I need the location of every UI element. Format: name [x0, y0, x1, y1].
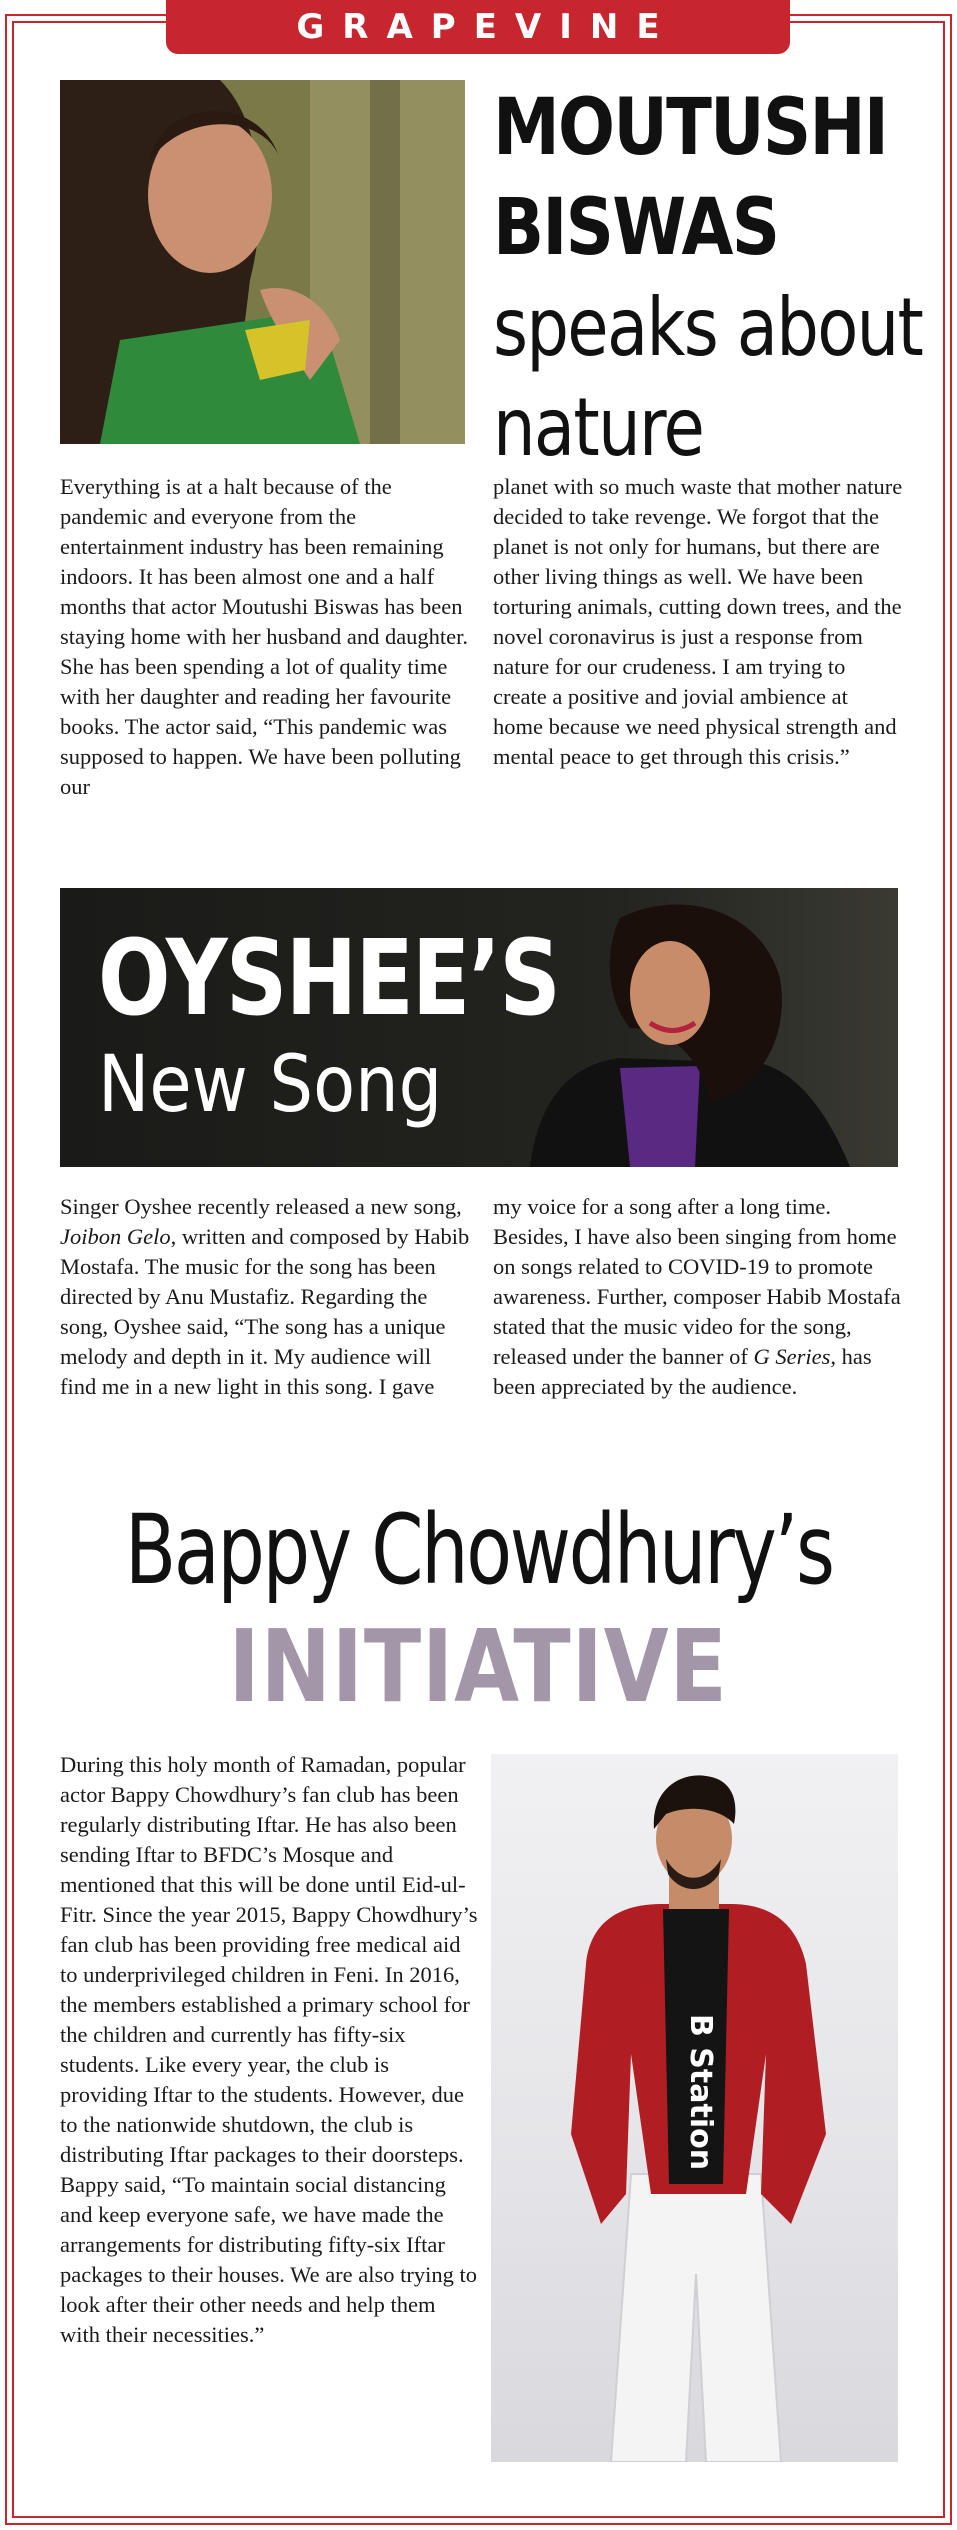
- bappy-headline: [0, 1490, 957, 1610]
- headline-line: MOUTUSHI: [493, 83, 888, 173]
- paragraph: planet with so much waste that mother nature decided to take revenge. We forgot that the planet is not only for humans, but there are other living things as well. We have been torturing animals, cutting down trees, and the novel coronavirus is just a response from nature for our crudeness. I am trying to create a positive and jovial ambience at home because we need physical strength and mental peace to get through this crisis.”: [493, 474, 903, 769]
- headline-line: INITIATIVE: [228, 1608, 729, 1725]
- bappy-body: [60, 1750, 480, 2350]
- text-span: Singer Oyshee recently released a new song,: [60, 1194, 462, 1219]
- oyshee-banner: [60, 888, 898, 1167]
- text-span: , has been appreciated by the audience.: [493, 1344, 872, 1399]
- oyshee-body-left: [60, 1192, 470, 1402]
- moutushi-headline: [493, 78, 923, 478]
- headline-line: BISWAS: [493, 183, 779, 273]
- paragraph: [60, 1192, 470, 1402]
- headline-line: Bappy Chowdhury’s: [124, 1494, 833, 1606]
- section-masthead: [166, 0, 790, 54]
- paragraph: During this holy month of Ramadan, popular actor Bappy Chowdhury’s fan club has been regularly distributing Iftar. He has also been sending Iftar to BFDC’s Mosque and mentioned that this will be done until Eid-ul-Fitr. Since the year 2015, Bappy Chowdhury’s fan club has been providing free medical aid to underprivileged children in Feni. In 2016, the members established a primary school for the children and currently has fifty-six students. Like every year, the club is providing Iftar to the students. However, due to the nationwide shutdown, the club is distributing Iftar packages to their doorsteps. Bappy said, “To maintain social distancing and keep everyone safe, we have made the arrangements for distributing fifty-six Iftar packages to their houses. We are also trying to look after their other needs and help them with their necessities.”: [60, 1752, 478, 2347]
- moutushi-body-left: [60, 472, 470, 802]
- label-name: G Series: [753, 1344, 831, 1369]
- text-span: my voice for a song after a long time. Besides, I have also been singing from home on songs related to COVID-19 to promote awareness. Further, composer Habib Mostafa stated that the music video for the song, released under the banner of: [493, 1194, 901, 1369]
- headline-line: speaks about: [493, 281, 923, 374]
- moutushi-photo: [60, 80, 465, 444]
- song-title: Joibon Gelo: [60, 1224, 171, 1249]
- oyshee-body-right: [493, 1192, 903, 1402]
- moutushi-body-right: [493, 472, 903, 772]
- oyshee-banner-title: OYSHEE’S: [98, 917, 560, 1039]
- paragraph: Everything is at a halt because of the pandemic and everyone from the entertainment industry has been remaining indoors. It has been almost one and a half months that actor Moutushi Biswas has been staying home with her husband and daughter. She has been spending a lot of quality time with her daughter and reading her favourite books. The actor said, “This pandemic was supposed to happen. We have been polluting our: [60, 474, 469, 799]
- jacket-text: B Station: [683, 2014, 718, 2171]
- oyshee-banner-subtitle: New Song: [98, 1040, 443, 1130]
- masthead-title: GRAPEVINE: [296, 7, 678, 47]
- headline-line: nature: [493, 381, 704, 474]
- paragraph: [493, 1192, 903, 1402]
- bappy-photo: [491, 1754, 898, 2462]
- bappy-subheadline: [0, 1608, 957, 1725]
- text-span: , written and composed by Habib Mostafa. The music for the song has been directed by Anu Mustafiz. Regarding the song, Oyshee said, “The song has a unique melody and depth in it. My audience will find me in a new light in this song. I gave: [60, 1224, 470, 1399]
